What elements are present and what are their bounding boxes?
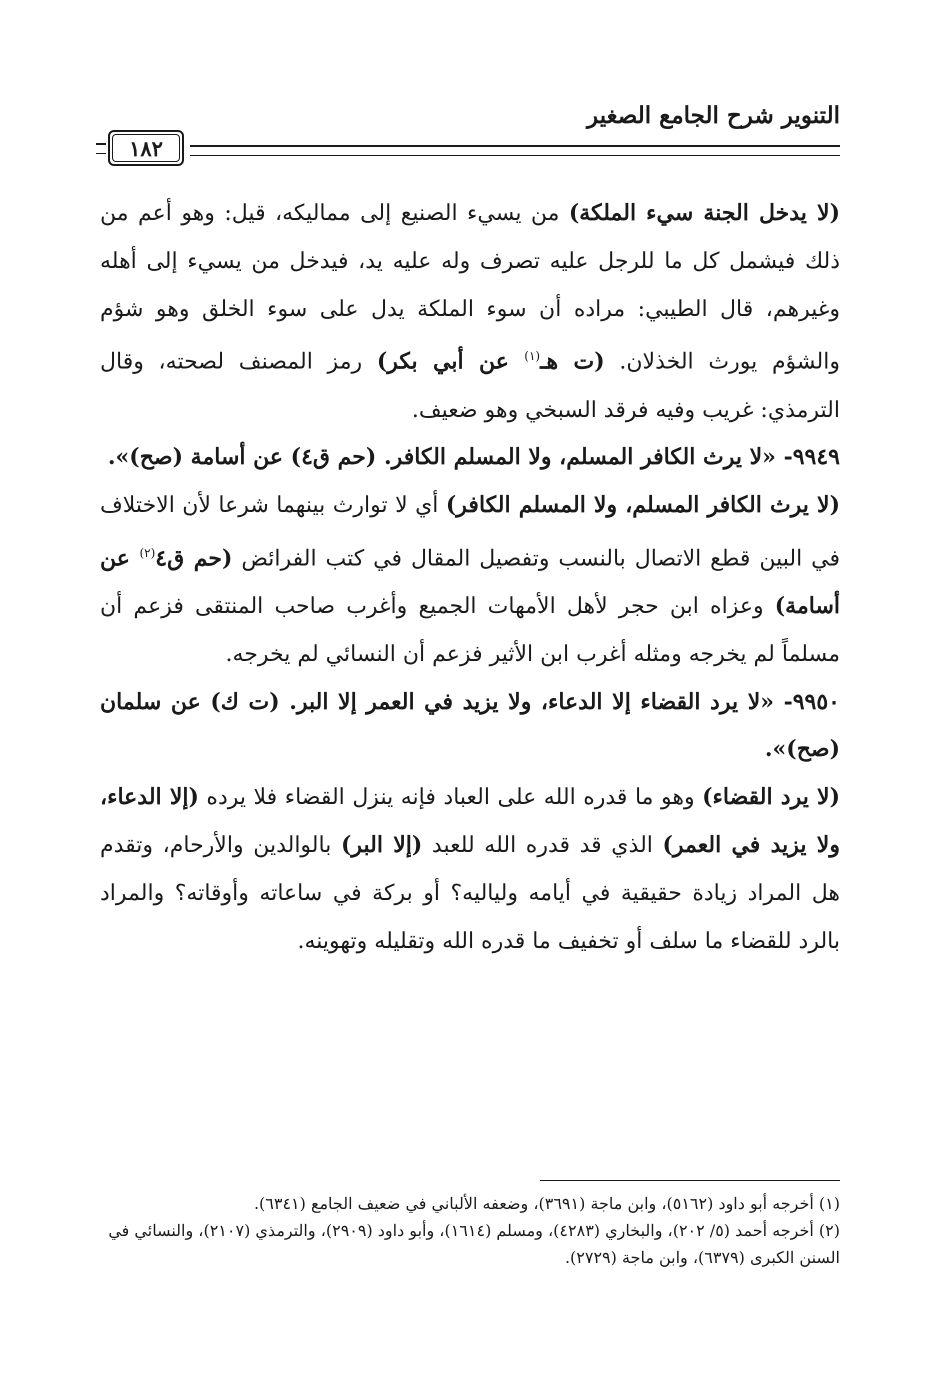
commentary-text: الذي قد قدره الله للعبد — [422, 833, 663, 859]
footnote-2: (٢) أخرجه أحمد (٥/ ٢٠٢)، والبخاري (٤٢٨٣)، ومسلم (١٦١٤)، وأبو داود (٢٩٠٩)، والترمذي (٢١٠٧)، والنسائي في السنن الكبرى (٦٣٧٩)، وابن ماجة (٢٧٢٩). — [108, 1221, 840, 1267]
footnote-separator — [540, 1180, 840, 1181]
commentary-text: بالوالدين والأرحام، وتقدم هل المراد زيادة حقيقية في أيامه ولياليه؟ أو بركة في ساعاته وأوقاته؟ والمراد بالرد للقضاء ما سلف أو تخفيف ما قدره الله وتقليله وتهوينه. — [100, 833, 840, 954]
footnotes — [100, 1190, 840, 1271]
hadith-text: ٩٩٥٠- «لا يرد القضاء إلا الدعاء، ولا يزيد في العمر إلا البر. (ت ك) عن سلمان (صح)». — [100, 688, 840, 763]
source-ref: (ت هـ — [540, 348, 605, 375]
header-rule-tick — [96, 143, 106, 154]
hadith-quote: (لا يرث الكافر المسلم، ولا المسلم الكافر) — [445, 492, 840, 519]
hadith-9950 — [100, 679, 840, 775]
hadith-quote: (إلا البر) — [340, 832, 423, 859]
footnote-1: (١) أخرجه أبو داود (٥١٦٢)، وابن ماجة (٣٦٩١)، وضعفه الألباني في ضعيف الجامع (٦٣٤١). — [253, 1194, 840, 1213]
paragraph-commentary-2 — [100, 482, 840, 679]
source-ref-narrator: عن أسامة) — [100, 545, 840, 620]
main-text — [100, 190, 840, 965]
commentary-text: أي لا توارث بينهما شرعا لأن الاختلاف في البين قطع الاتصال بالنسب وتفصيل المقال في كتب الفرائض — [100, 493, 840, 572]
page-number: ١٨٢ — [108, 130, 184, 166]
footnote-marker: (١) — [524, 349, 541, 364]
commentary-text: رمز المصنف لصحته، وقال الترمذي: غريب وفيه فرقد السبخي وهو ضعيف. — [100, 349, 840, 423]
page-header — [100, 90, 840, 170]
hadith-quote: (لا يرد القضاء) — [702, 784, 840, 811]
source-ref: (حم ق٤ — [155, 545, 233, 572]
source-ref-narrator: عن أبي بكر) — [376, 348, 525, 375]
hadith-9949 — [100, 434, 840, 482]
footnote-marker: (٢) — [139, 545, 156, 560]
commentary-text: وعزاه ابن حجر لأهل الأمهات الجميع وأغرب صاحب المنتقى فزعم أن مسلماً لم يخرجه ومثله أغرب ابن الأثير فزعم أن النسائي لم يخرجه. — [100, 594, 840, 667]
commentary-text: وهو ما قدره الله على العباد فإنه ينزل القضاء فلا يرده — [198, 785, 703, 811]
commentary-text: من يسيء الصنيع إلى مماليكه، قيل: وهو أعم من ذلك فيشمل كل ما للرجل عليه تصرف وله عليه يد، فيدخل من يسيء إلى أهله وغيرهم، قال الطيبي: مراده أن سوء الملكة يدل على سوء الخلق وهو شؤم والشؤم يورث الخذلان. — [100, 201, 840, 375]
paragraph-commentary-1 — [100, 190, 840, 434]
header-rule — [190, 145, 840, 156]
hadith-quote: (لا يدخل الجنة سيء الملكة) — [568, 200, 840, 226]
hadith-text: ٩٩٤٩- «لا يرث الكافر المسلم، ولا المسلم الكافر. (حم ق٤) عن أسامة (صح)». — [107, 444, 840, 471]
book-page — [100, 90, 840, 1330]
running-title: التنوير شرح الجامع الصغير — [587, 102, 840, 129]
paragraph-commentary-3 — [100, 774, 840, 965]
hadith-quote: (إلا الدعاء، ولا يزيد في العمر) — [100, 784, 840, 859]
